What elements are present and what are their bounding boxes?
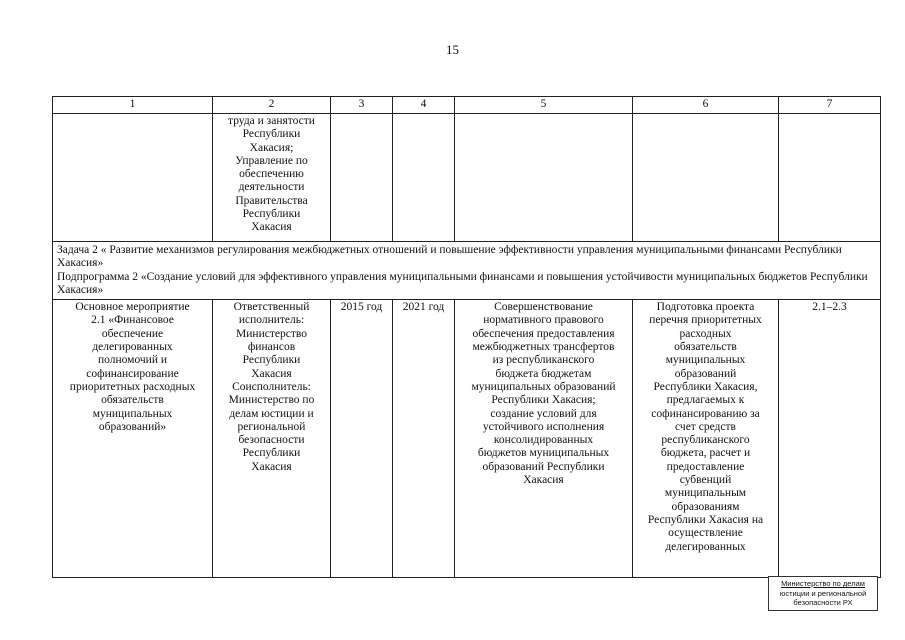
page-number: 15 — [446, 42, 459, 57]
column-number: 3 — [331, 97, 393, 114]
stamp-line: безопасности РХ — [793, 598, 853, 607]
program-table — [52, 96, 881, 578]
ministry-stamp — [768, 576, 878, 611]
column-number: 1 — [53, 97, 213, 114]
task-row — [53, 242, 881, 300]
cell-empty — [393, 114, 455, 242]
expected-result-cell: Совершенствование нормативного правового обеспечения предоставления межбюджетных трансфертов из республиканского бюджета бюджетам муниципальных образований Республики Хакасия; создание условий для устойчивого исполнения консолидированных бюджетов муниципальных образований Республики Хакасия — [455, 300, 633, 578]
cell-empty — [455, 114, 633, 242]
column-number: 2 — [213, 97, 331, 114]
main-directions-cell: Подготовка проекта перечня приоритетных расходных обязательств муниципальных образований Республики Хакасия, предлагаемых к софинансированию за счет средств республиканского бюджета, расчет и предоставление субвенций муниципальным образованиям Республики Хакасия на осуществление делегированных — [633, 300, 779, 578]
cell-empty — [53, 114, 213, 242]
indicators-cell: 2.1–2.3 — [779, 300, 881, 578]
cell-empty — [633, 114, 779, 242]
cell-empty — [331, 114, 393, 242]
main-activity-row — [53, 300, 881, 578]
continuation-row — [53, 114, 881, 242]
stamp-line: юстиции и региональной — [779, 588, 867, 598]
activity-name-cell: Основное мероприятие 2.1 «Финансовое обеспечение делегированных полномочий и софинансирование приоритетных расходных обязательств муниципальных образований» — [53, 300, 213, 578]
column-number: 5 — [455, 97, 633, 114]
column-number: 4 — [393, 97, 455, 114]
stamp-line: Министерство по делам — [781, 579, 865, 588]
column-number: 6 — [633, 97, 779, 114]
executors-cell: Ответственный исполнитель: Министерство финансов Республики Хакасия Соисполнитель: Министерство по делам юстиции и региональной безопасности Республики Хакасия — [213, 300, 331, 578]
start-year-cell: 2015 год — [331, 300, 393, 578]
continuation-executors-cell: труда и занятости Республики Хакасия; Управление по обеспечению деятельности Правительства Республики Хакасия — [213, 114, 331, 242]
cell-empty — [779, 114, 881, 242]
task-cell — [53, 242, 881, 300]
end-year-cell: 2021 год — [393, 300, 455, 578]
column-number-row — [53, 97, 881, 114]
task-heading: Задача 2 « Развитие механизмов регулирования межбюджетных отношений и повышение эффективности управления муниципальными финансами Республики Хакасия» — [57, 244, 842, 270]
column-number: 7 — [779, 97, 881, 114]
subprogram-heading: Подпрограмма 2 «Создание условий для эффективного управления муниципальными финансами и повышения устойчивости муниципальных бюджетов Республики Хакасия» — [57, 270, 868, 296]
